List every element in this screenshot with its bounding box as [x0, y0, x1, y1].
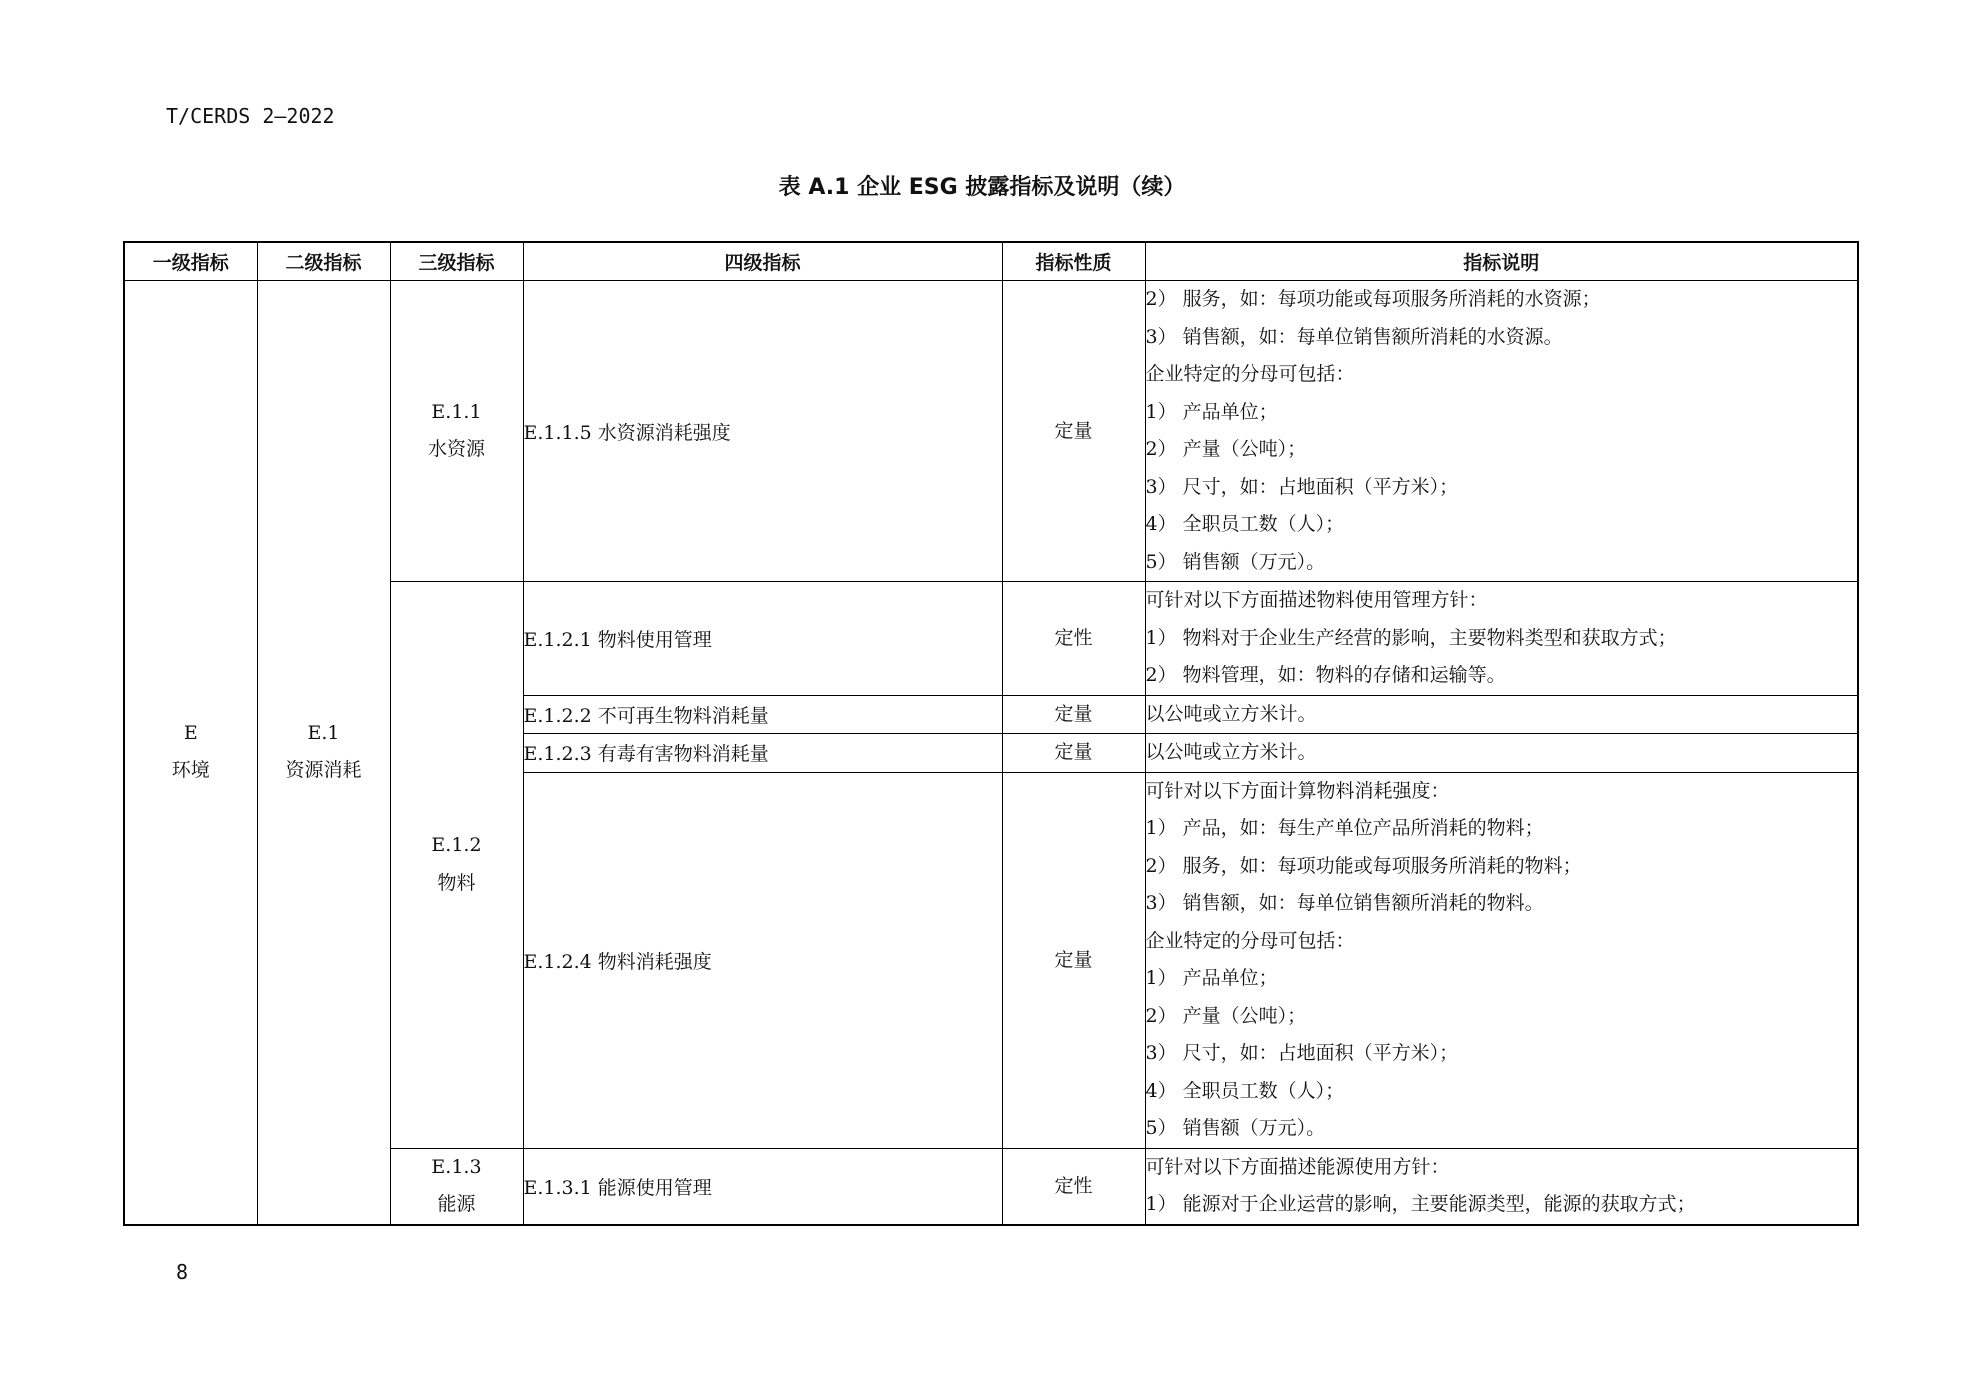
- description-line: 5） 销售额（万元）。: [1145, 550, 1326, 573]
- level3-code: E.1.2: [431, 834, 482, 857]
- level3-code: E.1.3: [431, 1155, 482, 1178]
- nature-cell: 定性: [1002, 582, 1145, 696]
- description-line: 1） 物料对于企业生产经营的影响，主要物料类型和获取方式；: [1145, 626, 1677, 649]
- description-line: 2） 服务，如：每项功能或每项服务所消耗的物料；: [1145, 854, 1582, 877]
- nature-cell: 定性: [1002, 1148, 1145, 1225]
- description-cell: [1145, 772, 1858, 1148]
- description-line: 2） 产量（公吨）；: [1145, 438, 1307, 460]
- column-header-level4: 四级指标: [523, 242, 1002, 281]
- column-header-level2: 二级指标: [257, 242, 390, 281]
- description-cell: [1145, 281, 1858, 582]
- table-title: 表 A.1 企业 ESG 披露指标及说明（续）: [778, 175, 1186, 200]
- description-line: 2） 服务，如：每项功能或每项服务所消耗的水资源；: [1145, 288, 1601, 310]
- description-line: 3） 尺寸，如：占地面积（平方米）；: [1145, 1042, 1459, 1064]
- description-cell: [1145, 695, 1858, 734]
- description-line: 1） 产品单位；: [1145, 967, 1278, 989]
- description-cell: [1145, 1148, 1858, 1225]
- column-header-nature: 指标性质: [1002, 242, 1145, 281]
- indicator-cell: E.1.1.5 水资源消耗强度: [523, 281, 1002, 582]
- description-line: 3） 销售额，如：每单位销售额所消耗的水资源。: [1145, 325, 1563, 348]
- description-line: 1） 产品，如：每生产单位产品所消耗的物料；: [1145, 817, 1544, 839]
- level2-cell: [257, 281, 390, 1225]
- level3-name: 物料: [437, 871, 476, 894]
- level1-cell: [124, 281, 257, 1225]
- table-row: [124, 281, 1858, 582]
- description-line: 2） 物料管理，如：物料的存储和运输等。: [1145, 664, 1506, 686]
- indicator-cell: E.1.3.1 能源使用管理: [523, 1148, 1002, 1225]
- indicator-cell: E.1.2.3 有毒有害物料消耗量: [523, 734, 1002, 773]
- nature-cell: 定量: [1002, 695, 1145, 734]
- description-line: 以公吨或立方米计。: [1145, 741, 1317, 763]
- description-line: 可针对以下方面描述物料使用管理方针：: [1145, 589, 1488, 611]
- indicator-cell: E.1.2.1 物料使用管理: [523, 582, 1002, 696]
- description-line: 2） 产量（公吨）；: [1145, 1004, 1307, 1027]
- level3-cell: [390, 582, 523, 1149]
- column-header-level1: 一级指标: [124, 242, 257, 281]
- level1-code: E: [183, 721, 198, 744]
- description-line: 企业特定的分母可包括：: [1145, 363, 1355, 385]
- esg-indicator-table: [123, 241, 1859, 1226]
- column-header-level3: 三级指标: [390, 242, 523, 281]
- page-number: 8: [176, 1260, 189, 1284]
- level3-name: 能源: [437, 1193, 476, 1215]
- description-line: 4） 全职员工数（人）；: [1145, 1079, 1345, 1102]
- description-line: 3） 尺寸，如：占地面积（平方米）；: [1145, 475, 1459, 498]
- description-line: 4） 全职员工数（人）；: [1145, 513, 1345, 535]
- indicator-cell: E.1.2.4 物料消耗强度: [523, 772, 1002, 1148]
- level3-cell: [390, 1148, 523, 1225]
- level3-name: 水资源: [427, 438, 485, 460]
- nature-cell: 定量: [1002, 734, 1145, 773]
- nature-cell: 定量: [1002, 281, 1145, 582]
- description-line: 可针对以下方面计算物料消耗强度：: [1145, 779, 1450, 802]
- description-line: 3） 销售额，如：每单位销售额所消耗的物料。: [1145, 892, 1544, 914]
- description-cell: [1145, 582, 1858, 696]
- description-line: 可针对以下方面描述能源使用方针：: [1145, 1155, 1450, 1178]
- description-line: 5） 销售额（万元）。: [1145, 1117, 1326, 1139]
- column-header-description: 指标说明: [1145, 242, 1858, 281]
- description-line: 1） 产品单位；: [1145, 400, 1278, 423]
- level2-code: E.1: [307, 721, 340, 744]
- description-cell: [1145, 734, 1858, 773]
- level3-code: E.1.1: [431, 400, 482, 423]
- description-line: 1） 能源对于企业运营的影响，主要能源类型，能源的获取方式；: [1145, 1193, 1696, 1215]
- level3-cell: [390, 281, 523, 582]
- document-code: T/CERDS 2—2022: [166, 104, 335, 128]
- nature-cell: 定量: [1002, 772, 1145, 1148]
- description-line: 企业特定的分母可包括：: [1145, 929, 1355, 952]
- table-header-row: [124, 242, 1858, 281]
- level1-name: 环境: [171, 759, 210, 782]
- level2-name: 资源消耗: [285, 759, 362, 782]
- description-line: 以公吨或立方米计。: [1145, 702, 1317, 725]
- indicator-cell: E.1.2.2 不可再生物料消耗量: [523, 695, 1002, 734]
